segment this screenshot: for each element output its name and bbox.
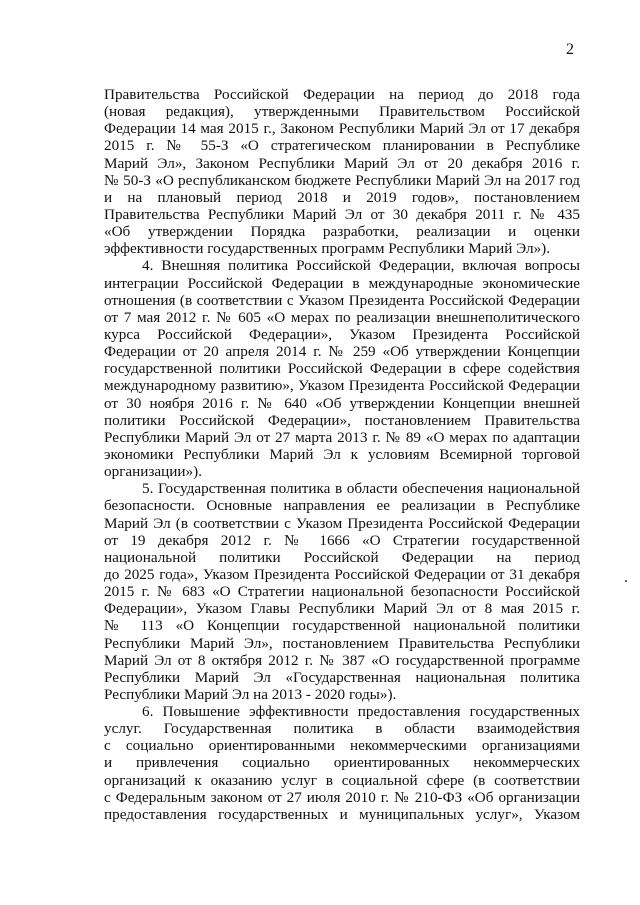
text-line: эффективности государственных программ Республики Марий Эл»). xyxy=(104,240,551,258)
text-line: курса Российской Федерации», Указом Президента Российской xyxy=(104,325,580,343)
paragraph-first-line: 4. Внешняя политика Российской Федерации, включая вопросы xyxy=(142,257,580,275)
text-line: Марий Эл», Законом Республики Марий Эл от 20 декабря 2016 г. xyxy=(104,154,580,172)
document-body xyxy=(104,86,580,823)
text-line: с Федеральным законом от 27 июля 2010 г. № 210-ФЗ «Об организации xyxy=(104,788,580,806)
text-line: Правительства Российской Федерации на период до 2018 года xyxy=(104,86,580,103)
text-line: Республики Марий Эл «Государственная национальная политика xyxy=(104,668,580,686)
text-line: Республики Марий Эл на 2013 - 2020 годы»). xyxy=(104,685,397,703)
text-line: Правительства Республики Марий Эл от 30 декабря 2011 г. № 435 xyxy=(104,205,580,223)
text-line: и на плановый период 2018 и 2019 годов», постановлением xyxy=(104,188,580,206)
text-line: отношения (в соответствии с Указом Президента Российской Федерации xyxy=(104,291,580,309)
text-line: экономики Республики Марий Эл к условиям Всемирной торговой xyxy=(104,445,580,463)
text-line: от 19 декабря 2012 г. № 1666 «О Стратегии государственной xyxy=(104,531,580,549)
text-line: Федерации от 20 апреля 2014 г. № 259 «Об утверждении Концепции xyxy=(104,343,580,361)
text-line: интеграции Российской Федерации в международные экономические xyxy=(104,274,580,292)
paragraph-first-line: 5. Государственная политика в области обеспечения национальной xyxy=(142,480,580,498)
text-line: Марий Эл (в соответствии с Указом Президента Российской Федерации xyxy=(104,514,580,532)
page-number: 2 xyxy=(566,41,574,58)
text-line: Марий Эл от 8 октября 2012 г. № 387 «О государственной программе xyxy=(104,651,580,669)
text-line: услуг. Государственная политика в области взаимодействия xyxy=(104,720,580,738)
text-line: организаций к оказанию услуг в социальной сфере (в соответствии xyxy=(104,771,580,789)
text-line: политики Российской Федерации», постановлением Правительства xyxy=(104,411,580,429)
text-line: безопасности. Основные направления ее реализации в Республике xyxy=(104,497,580,515)
text-line: международному развитию», Указом Президента Российской Федерации xyxy=(104,377,580,395)
text-line: «Об утверждении Порядка разработки, реализации и оценки xyxy=(104,223,580,241)
text-line: от 7 мая 2012 г. № 605 «О мерах по реализации внешнеполитического xyxy=(104,308,580,326)
text-line: с социально ориентированными некоммерческими организациями xyxy=(104,737,580,755)
text-line: и привлечения социально ориентированных некоммерческих xyxy=(104,754,580,772)
text-line: государственной политики Российской Федерации в сфере содействия xyxy=(104,360,580,378)
text-line: Федерации 14 мая 2015 г., Законом Республики Марий Эл от 17 декабря xyxy=(104,120,580,138)
text-line: Республики Марий Эл», постановлением Правительства Республики xyxy=(104,634,580,652)
text-line: от 30 ноября 2016 г. № 640 «Об утверждении Концепции внешней xyxy=(104,394,580,412)
text-line: предоставления государственных и муниципальных услуг», Указом xyxy=(104,805,580,823)
text-line: 2015 г. № 55-З «О стратегическом планировании в Республике xyxy=(104,137,580,155)
text-line: (новая редакция), утвержденными Правительством Российской xyxy=(104,103,580,121)
text-line: национальной политики Российской Федерации на период xyxy=(104,548,580,566)
scan-speck xyxy=(625,580,627,582)
text-line: до 2025 года», Указом Президента Российской Федерации от 31 декабря xyxy=(104,565,580,583)
text-line: № 50-З «О республиканском бюджете Республики Марий Эл на 2017 год xyxy=(104,171,580,189)
paragraph-first-line: 6. Повышение эффективности предоставления государственных xyxy=(142,703,580,721)
text-line: 2015 г. № 683 «О Стратегии национальной безопасности Российской xyxy=(104,583,580,601)
text-line: организации»). xyxy=(104,463,202,481)
text-line: Федерации», Указом Главы Республики Марий Эл от 8 мая 2015 г. xyxy=(104,600,580,618)
text-line: № 113 «О Концепции государственной национальной политики xyxy=(104,617,580,635)
text-line: Республики Марий Эл от 27 марта 2013 г. № 89 «О мерах по адаптации xyxy=(104,428,580,446)
